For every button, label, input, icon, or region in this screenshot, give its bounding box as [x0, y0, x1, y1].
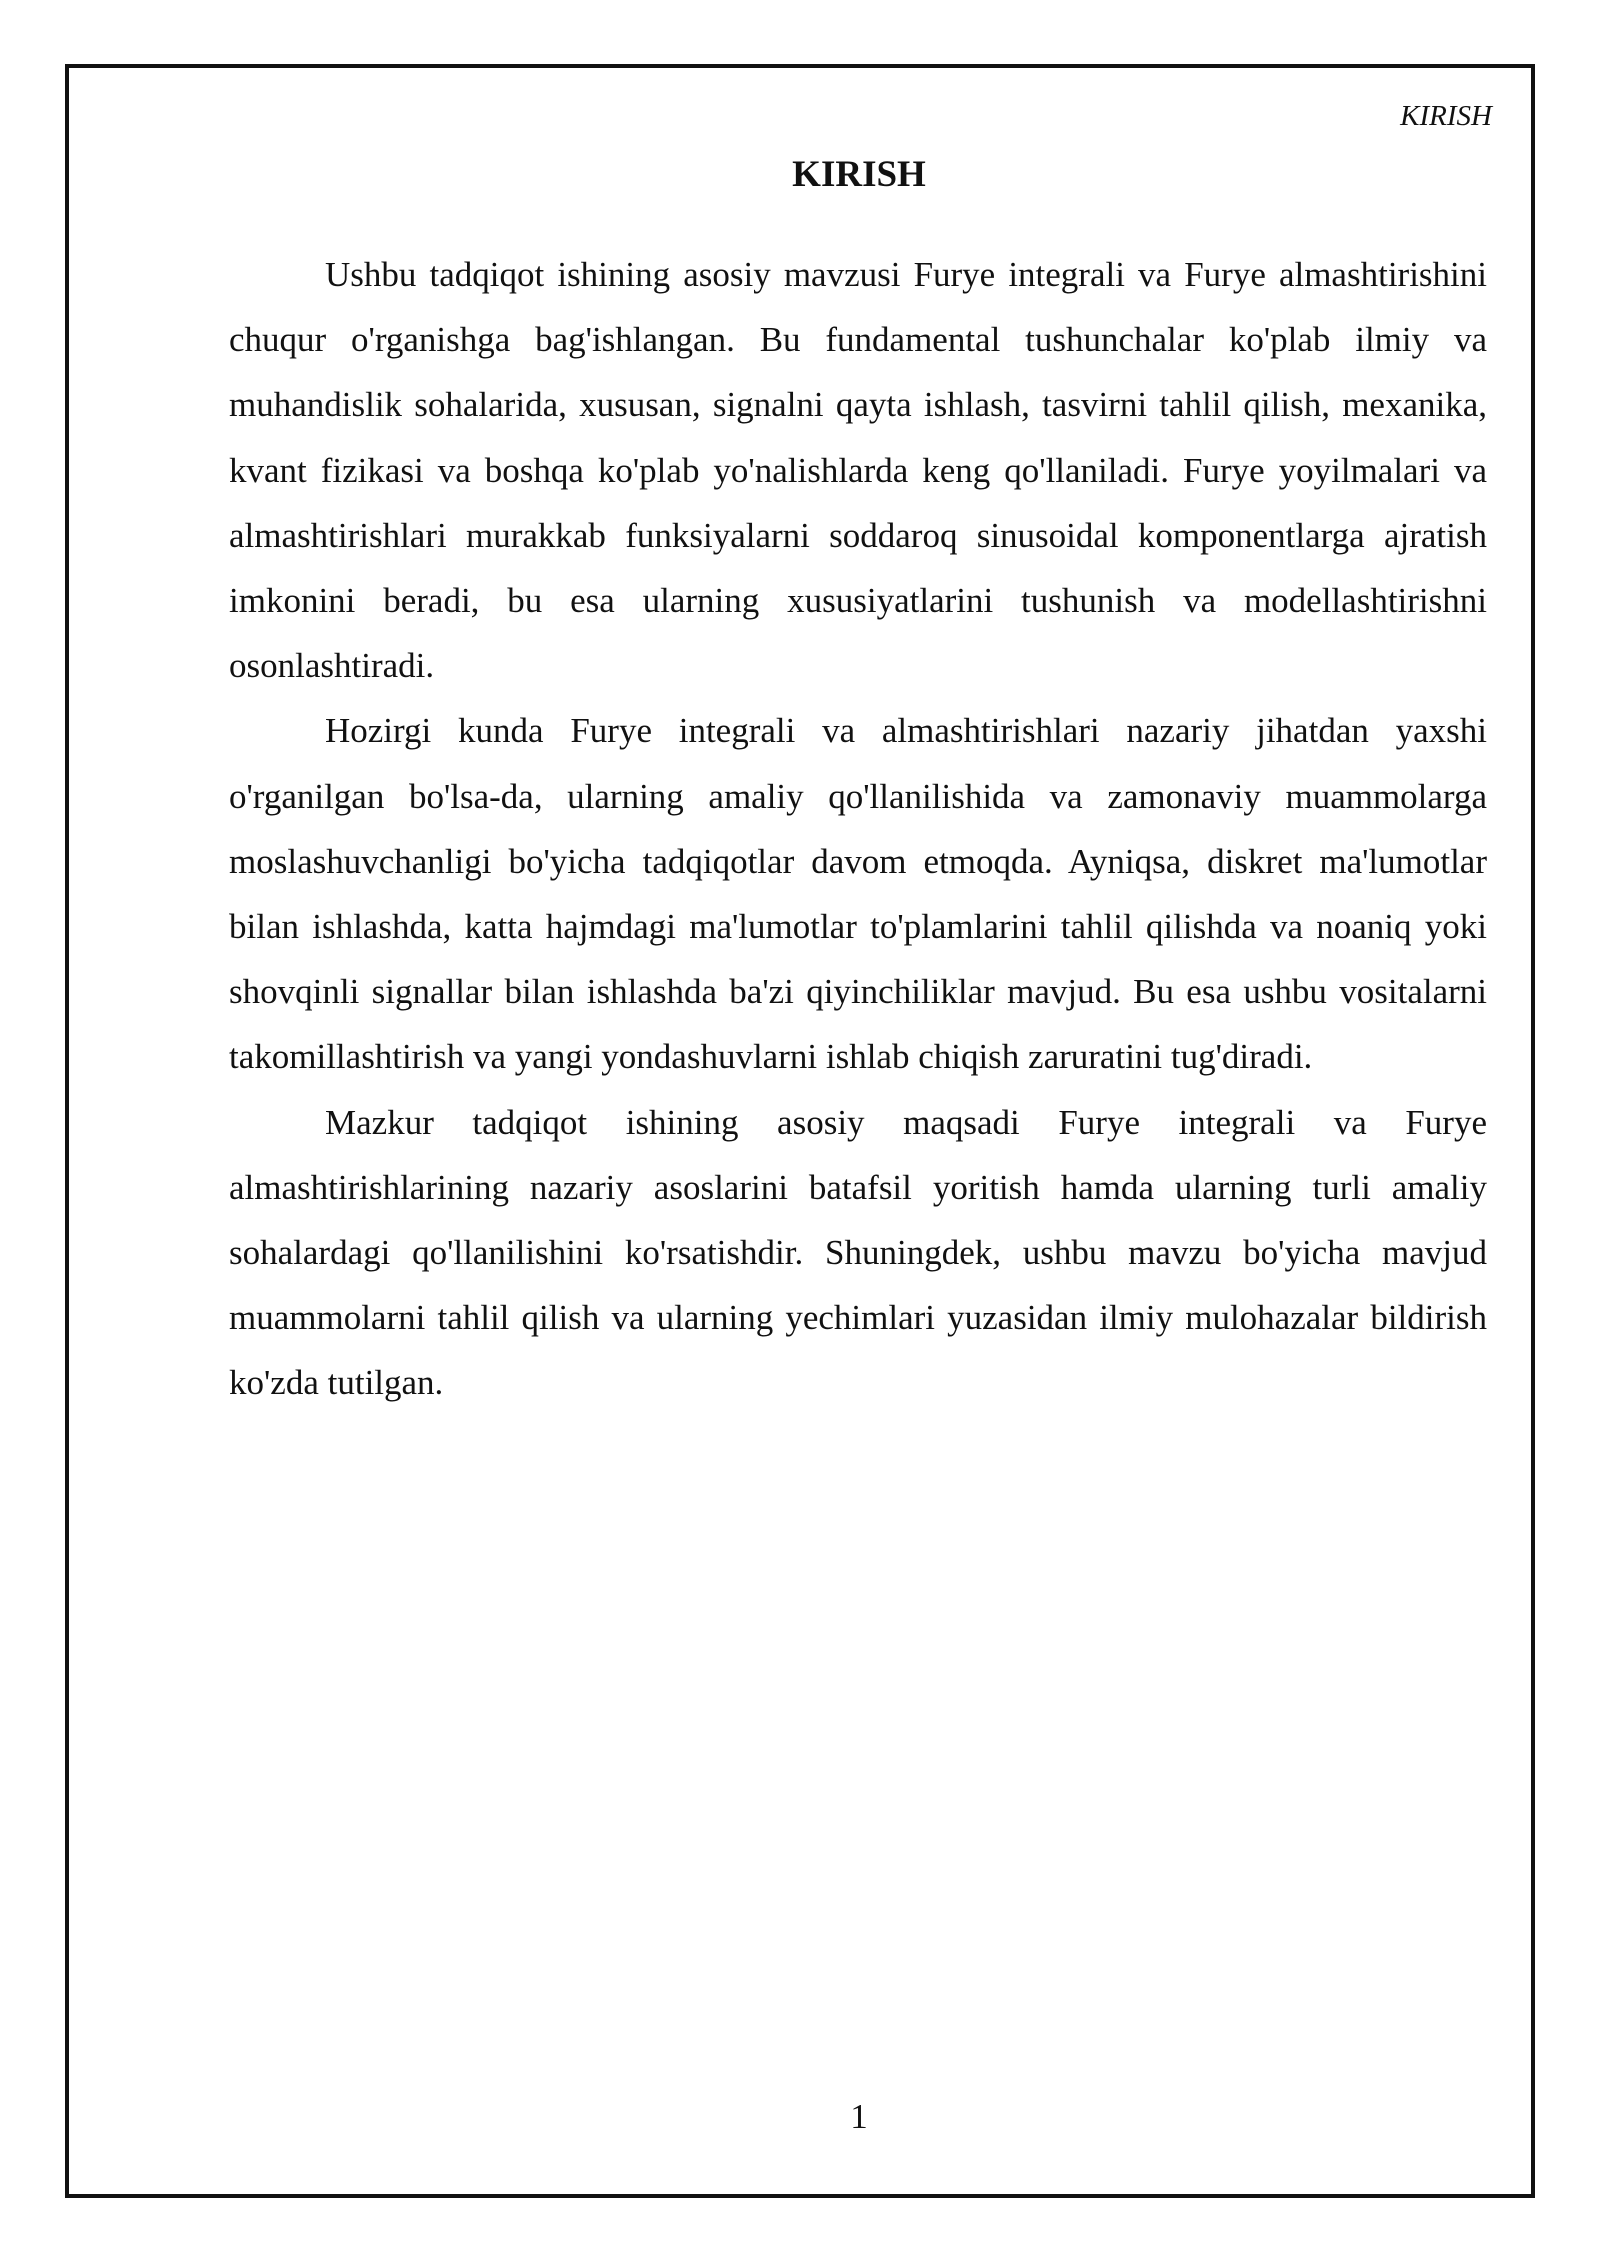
running-header: KIRISH — [1400, 100, 1492, 132]
body-text — [229, 242, 1487, 1416]
page-number: 1 — [850, 2097, 868, 2136]
paragraph-1: Ushbu tadqiqot ishining asosiy mavzusi Furye integrali va Furye almashtirishini chuqur o'rganishga bag'ishlangan. Bu fundamental tushunchalar ko'plab ilmiy va muhandislik sohalarida, xususan, signalni qayta ishlash, tasvirni tahlil qilish, mexanika, kvant fizikasi va boshqa ko'plab yo'nalishlarda keng qo'llaniladi. Furye yoyilmalari va almashtirishlari murakkab funksiyalarni soddaroq sinusoidal komponentlarga ajratish imkonini beradi, bu esa ularning xususiyatlarini tushunish va modellashtirishni osonlashtiradi. — [229, 255, 1487, 686]
paragraph-3: Mazkur tadqiqot ishining asosiy maqsadi Furye integrali va Furye almashtirishlarining nazariy asoslarini batafsil yoritish hamda ularning turli amaliy sohalardagi qo'llanilishini ko'rsatishdir. Shuningdek, ushbu mavzu bo'yicha mavjud muammolarni tahlil qilish va ularning yechimlari yuzasidan ilmiy mulohazalar bildirish ko'zda tutilgan. — [229, 1102, 1487, 1403]
page-title: KIRISH — [792, 154, 926, 195]
paragraph-2: Hozirgi kunda Furye integrali va almashtirishlari nazariy jihatdan yaxshi o'rganilgan bo'lsa-da, ularning amaliy qo'llanilishida va zamonaviy muammolarga moslashuvchanligi bo'yicha tadqiqotlar davom etmoqda. Ayniqsa, diskret ma'lumotlar bilan ishlashda, katta hajmdagi ma'lumotlar to'plamlarini tahlil qilishda va noaniq yoki shovqinli signallar bilan ishlashda ba'zi qiyinchiliklar mavjud. Bu esa ushbu vositalarni takomillashtirish va yangi yondashuvlarni ishlab chiqish zaruratini tug'diradi. — [229, 711, 1487, 1077]
